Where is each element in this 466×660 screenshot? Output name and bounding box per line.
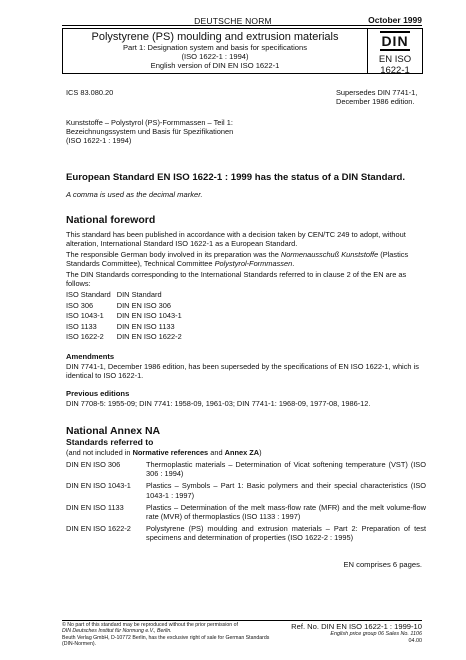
list-item: DIN EN ISO 306 Thermoplastic materials – Determination of Vicat softening temperature (VST) (ISO 306 : 1994) — [66, 460, 426, 479]
print-code: 04.00 — [408, 637, 422, 644]
document-title: Polystyrene (PS) moulding and extrusion materials — [91, 31, 339, 43]
annex-heading: National Annex NA — [66, 425, 161, 437]
table-header-row — [66, 290, 188, 301]
issue-date: October 1999 — [368, 15, 422, 25]
previous-editions-text: DIN 7708-5: 1955-09; DIN 7741: 1958-09, 1961-03; DIN 7741-1: 1968-09, 1977-08, 1986-12. — [66, 399, 371, 408]
page-count-note: EN comprises 6 pages. — [343, 560, 422, 569]
subtitle-version: English version of DIN EN ISO 1622-1 — [150, 61, 280, 70]
refs-note: (and not included in Normative references and Annex ZA) — [66, 448, 262, 457]
table-row: ISO 1043-1 DIN EN ISO 1043-1 — [66, 311, 182, 320]
previous-editions-heading: Previous editions — [66, 389, 130, 398]
footer-rule — [62, 620, 422, 621]
foreword-paragraph-2: The responsible German body involved in its preparation was the Normenausschuß Kunststoffe (Plastics Standards Committee), Technical Committee Polystyrol-Formmassen. — [66, 250, 409, 269]
foreword-heading: National foreword — [66, 214, 156, 226]
din-box — [368, 28, 423, 74]
ics-code: ICS 83.080.20 — [66, 88, 114, 97]
column-header: ISO Standard — [66, 290, 111, 299]
subtitle-part: Part 1: Designation system and basis for specifications — [122, 43, 308, 52]
column-header: DIN Standard — [116, 290, 162, 299]
norm-label: DEUTSCHE NORM — [194, 16, 272, 26]
price-group: English price group 06 Sales No. 1106 — [330, 631, 422, 637]
standards-referred-heading: Standards referred to — [66, 437, 154, 447]
amendments-text: DIN 7741-1, December 1986 edition, has been superseded by the specifications of EN ISO 1622-1, which is identical to ISO 1622-1. — [66, 362, 419, 381]
status-statement: European Standard EN ISO 1622-1 : 1999 has the status of a DIN Standard. — [66, 172, 406, 183]
supersedes-note: Supersedes DIN 7741-1, December 1986 edition. — [336, 88, 418, 106]
standard-number: EN ISO 1622-1 — [378, 54, 412, 76]
table-row: ISO 1133 DIN EN ISO 1133 — [66, 321, 175, 331]
comma-note: A comma is used as the decimal marker. — [66, 190, 203, 199]
list-item: DIN EN ISO 1622-2 Polystyrene (PS) moulding and extrusion materials – Part 2: Preparation of test specimens and determination of properties (ISO 1622-2 : 1995) — [66, 524, 426, 543]
list-item: DIN EN ISO 1043-1 Plastics – Symbols – Part 1: Basic polymers and their special characteristics (ISO 1043-1 : 1997) — [66, 481, 426, 500]
foreword-paragraph-3: The DIN Standards corresponding to the International Standards referred to in clause 2 of the EN are as follows: — [66, 270, 407, 289]
title-box — [62, 28, 368, 74]
foreword-paragraph-1: This standard has been published in accordance with a decision taken by CEN/TC 249 to adopt, without alteration, International Standard ISO 1622-1 as a European Standard. — [66, 230, 406, 249]
footer-reference — [291, 622, 422, 644]
referenced-standards-list — [66, 460, 426, 546]
reference-number: Ref. No. DIN EN ISO 1622-1 : 1999-10 — [291, 622, 422, 631]
header-rule — [62, 25, 422, 26]
din-logo: DIN — [381, 33, 409, 49]
copyright-notice: © No part of this standard may be reproduced without the prior permission of DIN Deutsches Institut für Normung e.V., Berlin. Beuth Verlag GmbH, D-10772 Berlin, has the exclusive right of sale for German Standards (DIN-Normen). — [62, 622, 270, 647]
subtitle-iso: (ISO 1622-1 : 1994) — [181, 52, 249, 61]
amendments-heading: Amendments — [66, 352, 115, 361]
list-item: DIN EN ISO 1133 Plastics – Determination of the melt mass-flow rate (MFR) and the melt volume-flow rate (MVR) of thermoplastics (ISO 1133 : 1997) — [66, 502, 426, 522]
standards-correspondence-table — [66, 290, 188, 343]
table-row: ISO 1622-2 DIN EN ISO 1622-2 — [66, 332, 182, 341]
table-row: ISO 306 DIN EN ISO 306 — [66, 300, 171, 310]
german-title: Kunststoffe – Polystyrol (PS)-Formmassen – Teil 1: Bezeichnungssystem und Basis für Spezifikationen (ISO 1622-1 : 1994) — [66, 118, 234, 145]
